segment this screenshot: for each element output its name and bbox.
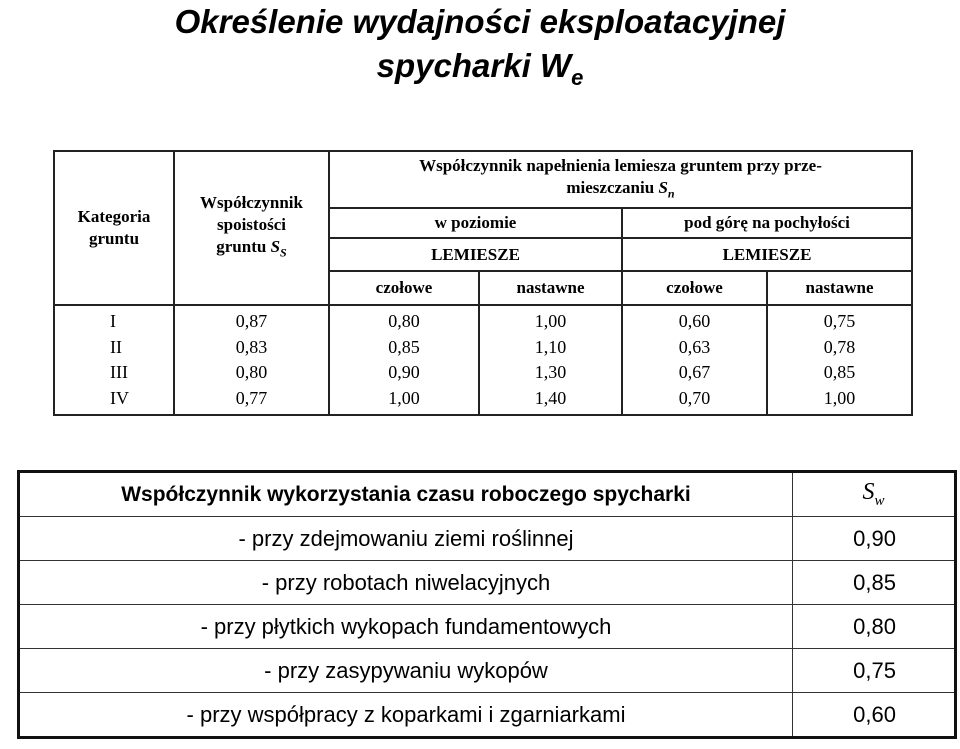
utilization-table [17, 470, 957, 739]
table-row [19, 561, 956, 605]
row-label: - przy współpracy z koparkami i zgarniarkami [19, 693, 793, 738]
table-row [19, 693, 956, 738]
horizontal-adjustable-column: 1,00 1,10 1,30 1,40 [479, 305, 622, 415]
fill-factor-table [53, 150, 913, 416]
table-row [19, 517, 956, 561]
table-row [19, 649, 956, 693]
data-block [54, 305, 912, 415]
row-value: 0,80 [793, 605, 956, 649]
header-horizontal: w poziomie [329, 208, 622, 238]
header-blades-horizontal: LEMIESZE [329, 238, 622, 271]
row-value: 0,60 [793, 693, 956, 738]
title-line-2-text: spycharki [376, 47, 531, 84]
uphill-front-column: 0,60 0,63 0,67 0,70 [622, 305, 767, 415]
header-adjustable-uphill: nastawne [767, 271, 912, 305]
header-front-uphill: czołowe [622, 271, 767, 305]
category-column: I II III IV [54, 305, 174, 415]
header-uphill: pod górę na pochyłości [622, 208, 912, 238]
header-cohesion: Współczynnik spoistości gruntu $S_S$ [174, 151, 329, 305]
cohesion-column: 0,87 0,83 0,80 0,77 [174, 305, 329, 415]
uphill-adjustable-column: 0,75 0,78 0,85 1,00 [767, 305, 912, 415]
row-value: 0,90 [793, 517, 956, 561]
title-line-2 [0, 44, 960, 88]
header-adjustable-horizontal: nastawne [479, 271, 622, 305]
row-label: - przy zdejmowaniu ziemi roślinnej [19, 517, 793, 561]
horizontal-front-column: 0,80 0,85 0,90 1,00 [329, 305, 479, 415]
header-category: Kategoria gruntu [54, 151, 174, 305]
title-line-1: Określenie wydajności eksploatacyjnej [174, 3, 786, 40]
header-blades-uphill: LEMIESZE [622, 238, 912, 271]
table-row [19, 605, 956, 649]
row-label: - przy zasypywaniu wykopów [19, 649, 793, 693]
header-fill-factor: Współczynnik napełnienia lemiesza gruntem przy prze- mieszczaniu $S_n$ [329, 151, 912, 208]
row-label: - przy płytkich wykopach fundamentowych [19, 605, 793, 649]
row-label: - przy robotach niwelacyjnych [19, 561, 793, 605]
title-symbol: W [539, 47, 572, 84]
title-symbol-sub: e [571, 65, 584, 90]
row-value: 0,75 [793, 649, 956, 693]
header-front-horizontal: czołowe [329, 271, 479, 305]
utilization-header: Współczynnik wykorzystania czasu roboczego spycharki [19, 472, 793, 517]
utilization-header-row [19, 472, 956, 517]
page-title [0, 0, 960, 88]
utilization-symbol: $S_w$ [793, 472, 956, 517]
row-value: 0,85 [793, 561, 956, 605]
